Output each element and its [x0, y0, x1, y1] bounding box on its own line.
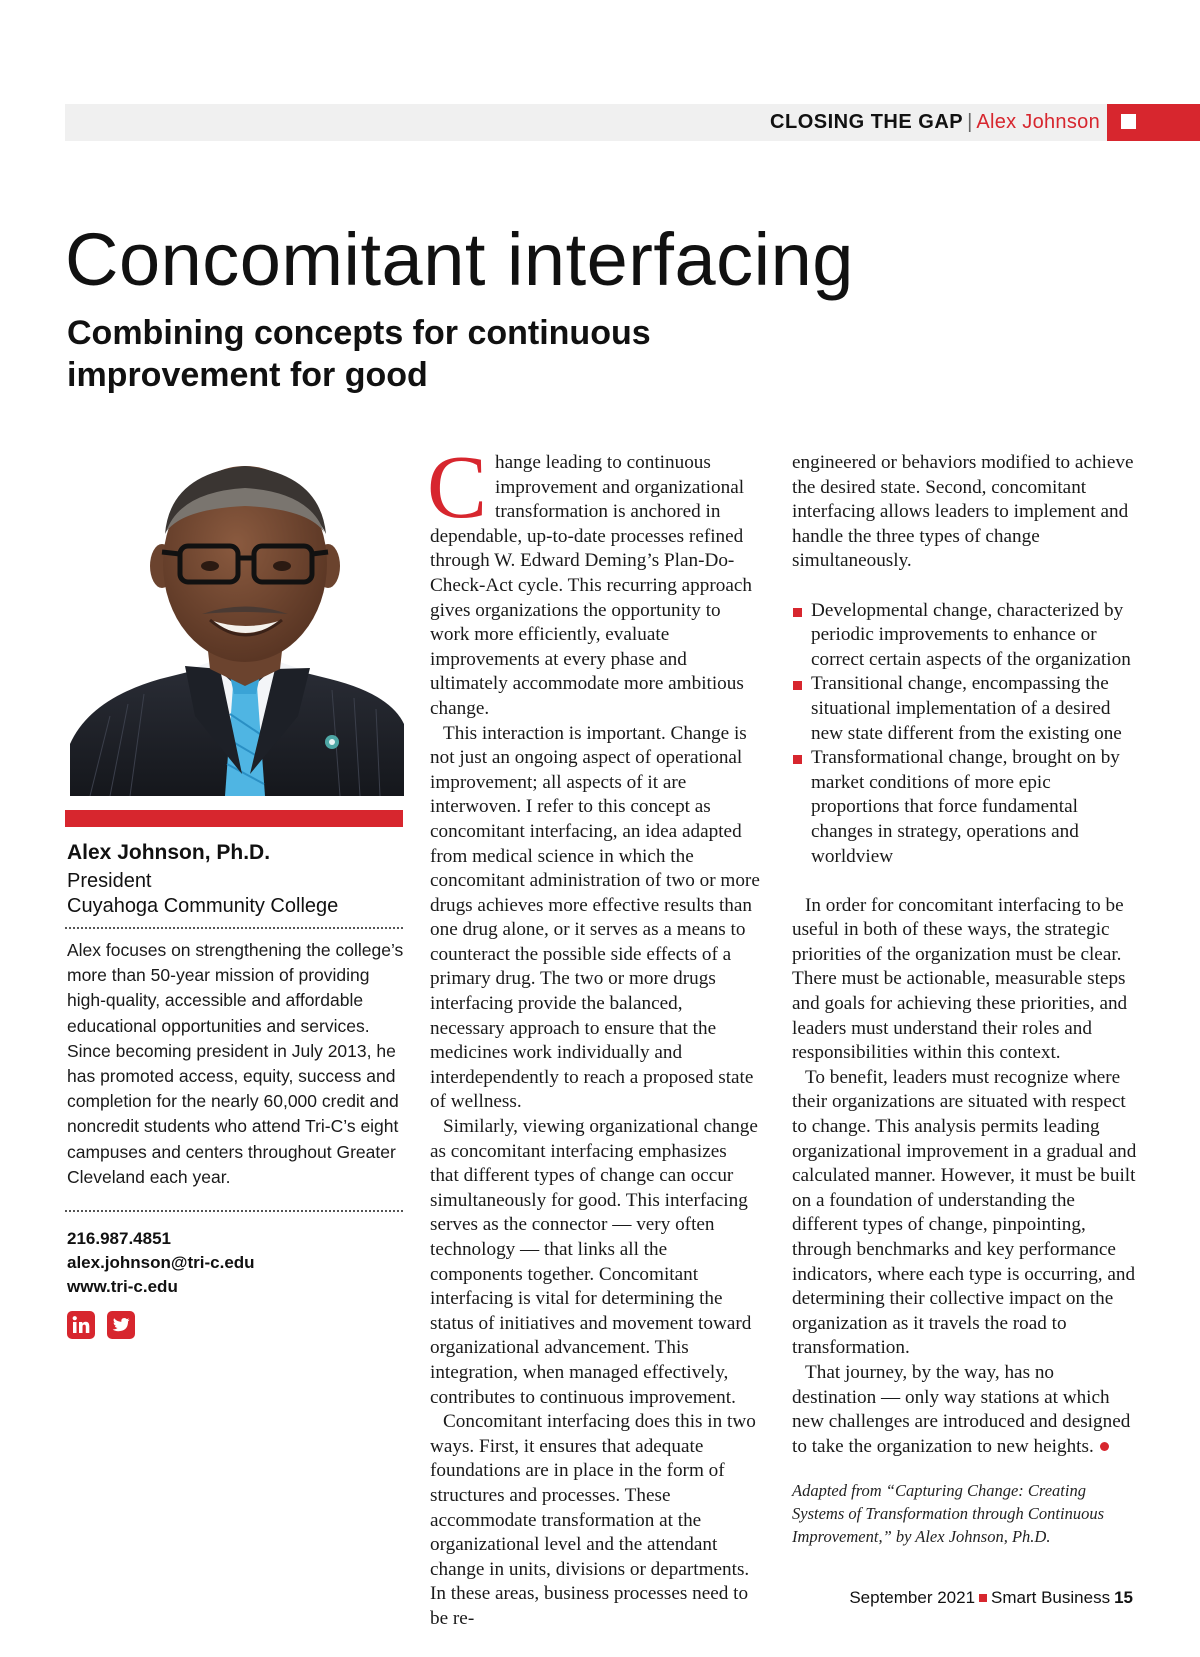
article-paragraph: Similarly, viewing organizational change as concomitant interfacing emphasizes that different types of change can occur simultaneously for good. This interfacing serves as the connector — very often technology — that links all the components together. Concomitant interfacing is vital for determining the status of initiatives and movement toward organizational advancement. This integration, when managed effectively, contributes to continuous improvement. — [430, 1116, 758, 1408]
article-paragraph: In order for concomitant interfacing to be useful in both of these ways, the strategic priorities of the organization must be clear. There must be actionable, measurable steps and goals for achieving these priorities, and leaders must understand their roles and responsibilities within this context. — [792, 894, 1128, 1064]
source-note: Adapted from “Capturing Change: Creating Systems of Transformation through Continuous Improvement,” by Alex Johnson, Ph.D. — [792, 1481, 1105, 1547]
list-item: Transitional change, encompassing the situational implementation of a desired new state different from the existing one — [792, 672, 1138, 746]
divider — [65, 1210, 403, 1212]
square-icon — [1121, 114, 1136, 129]
author-role: President — [67, 870, 152, 892]
article-paragraph: Concomitant interfacing does this in two ways. First, it ensures that adequate foundations are in place in the form of structures and processes. These accommodate transformation at the organizational level and the attendant change in units, divisions or departments. In these areas, business processes need to be re- — [430, 1411, 756, 1629]
header-accent-block — [1107, 104, 1200, 141]
page-subtitle: Combining concepts for continuous improvement for good — [67, 314, 651, 394]
footer-square-icon — [979, 1594, 987, 1602]
bullet-square-icon — [793, 681, 802, 690]
page-title: Concomitant interfacing — [65, 218, 854, 301]
photo-accent-bar — [65, 810, 403, 827]
article-column-1 — [427, 438, 760, 1632]
article-paragraph: That journey, by the way, has no destination — only way stations at which new challenges are introduced and designed to take the organization to new heights. — [792, 1361, 1131, 1457]
issue-date: September 2021 — [849, 1588, 976, 1607]
author-organization: Cuyahoga Community College — [67, 895, 339, 917]
header-text — [770, 109, 1100, 136]
header-band — [65, 104, 1200, 141]
author-phone[interactable]: 216.987.4851 — [67, 1229, 171, 1248]
article-paragraph: This interaction is important. Change is not just an ongoing aspect of operational improvement; all aspects of it are interwoven. I refer to this concept as concomitant interfacing, an idea adapted from medical science in which the concomitant administration of two or more drugs achieves more effective results than one drug alone, or it serves as a means to counteract the possible side effects of a primary drug. The two or more drugs interfacing provide the balanced, necessary approach to ensure that the medicines work individually and interdependently to reach a proposed state of wellness. — [430, 722, 760, 1113]
author-email-link[interactable]: alex.johnson@tri-c.edu — [67, 1253, 255, 1272]
publication-name: Smart Business — [991, 1588, 1111, 1607]
article-paragraph: To benefit, leaders must recognize where their organizations are situated with respect to change. This analysis permits leading organizational improvement in a gradual and calculated manner. However, it must be built on a foundation of understanding the different types of change, pinpointing, through benchmarks and key performance indicators, where each type is occurring, and determining their collective impact on the organization as it travels the road to transformation. — [792, 1066, 1137, 1359]
twitter-icon[interactable] — [107, 1311, 135, 1339]
article-paragraph: engineered or behaviors modified to achieve the desired state. Second, concomitant interfacing allows leaders to implement and handle the three types of change simultaneously. — [792, 452, 1134, 572]
bullet-square-icon — [793, 608, 802, 617]
section-label: CLOSING THE GAP — [770, 111, 964, 133]
list-item: Transformational change, brought on by market conditions of more epic proportions that force fundamental changes in strategy, operations and worldview — [792, 746, 1138, 869]
dropcap: C — [427, 438, 488, 537]
author-bio: Alex focuses on strengthening the college’s more than 50-year mission of providing high-quality, accessible and affordable educational opportunities and services. Since becoming president in July 2013, he has promoted access, equity, success and completion for the nearly 60,000 credit and noncredit students who attend Tri-C’s eight campuses and centers throughout Greater Cleveland each year. — [67, 940, 404, 1187]
author-name: Alex Johnson, Ph.D. — [67, 841, 271, 864]
article-paragraph: Change leading to continuous improvement and organizational transformation is anchored in dependable, up-to-date processes refined through W. Edward Deming’s Plan-Do-Check-Act cycle. This recurring approach gives organizations the opportunity to work more efficiently, evaluate improvements at every phase and ultimately accommodate more ambitious change. — [427, 438, 752, 719]
article-column-2 — [792, 451, 1138, 1548]
linkedin-icon[interactable] — [67, 1311, 95, 1339]
list-item: Developmental change, characterized by periodic improvements to enhance or correct certain aspects of the organization — [792, 599, 1138, 673]
author-photo — [70, 454, 404, 796]
header-separator: | — [967, 111, 973, 133]
header-author: Alex Johnson — [976, 111, 1100, 133]
author-website-link[interactable]: www.tri-c.edu — [67, 1277, 178, 1296]
page-number: 15 — [1114, 1588, 1133, 1607]
change-types-list — [792, 599, 1138, 870]
page-footer — [849, 1587, 1133, 1609]
divider — [65, 927, 403, 929]
bullet-square-icon — [793, 755, 802, 764]
end-mark-icon — [1100, 1442, 1109, 1451]
